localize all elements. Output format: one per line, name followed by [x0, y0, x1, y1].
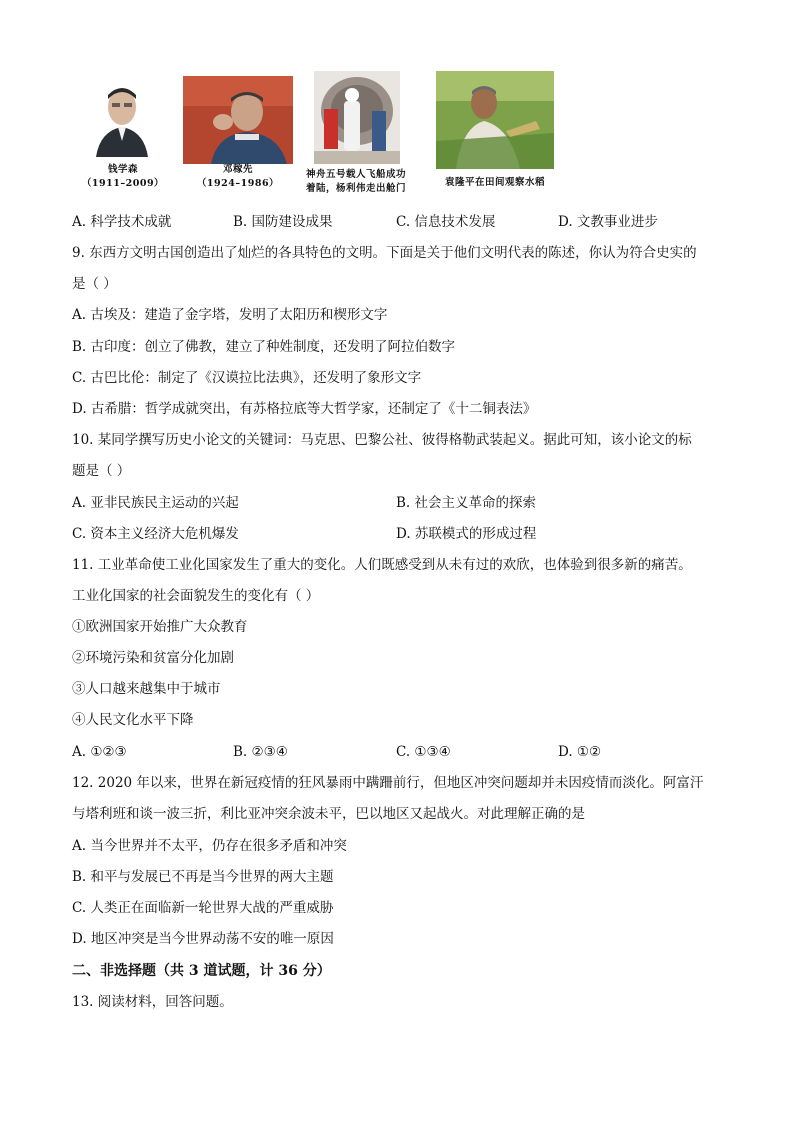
- q10-option-b: B. 社会主义革命的探索: [396, 495, 537, 511]
- q9-option-c: C. 古巴比伦：制定了《汉谟拉比法典》，还发明了象形文字: [72, 370, 422, 386]
- q12-option-b: B. 和平与发展已不再是当今世界的两大主题: [72, 869, 334, 885]
- caption-line: 邓稼先: [222, 164, 253, 175]
- q8-option-c: C. 信息技术发展: [396, 214, 496, 230]
- caption-line: （1911–2009）: [81, 178, 165, 189]
- q10-stem-line-2: 题是（ ）: [72, 463, 131, 479]
- yuan-longping-field-image: [436, 71, 554, 169]
- shenzhou-5-landing-image: [314, 71, 400, 164]
- q9-option-d: D. 古希腊：哲学成就突出，有苏格拉底等大哲学家，还制定了《十二铜表法》: [72, 401, 537, 417]
- q12-stem-line-1: 12. 2020 年以来，世界在新冠疫情的狂风暴雨中蹒跚前行，但地区冲突问题却并未因疫情而淡化。阿富汗: [72, 775, 704, 791]
- q8-option-b: B. 国防建设成果: [233, 214, 333, 230]
- portrait-deng-jiaxian-image: [183, 76, 293, 164]
- q10-option-c: C. 资本主义经济大危机爆发: [72, 526, 239, 542]
- caption-line: 神舟五号载人飞船成功: [305, 169, 406, 180]
- figure-yuan-longping: [432, 70, 558, 195]
- q9-stem-line-1: 9. 东西方文明古国创造出了灿烂的各具特色的文明。下面是关于他们文明代表的陈述，你认为符合史实的: [72, 245, 697, 261]
- q11-option-a: A. ①②③: [72, 744, 127, 760]
- q11-stem-line-1: 11. 工业革命使工业化国家发生了重大的变化。人们既感受到从未有过的欢欣，也体验到很多新的痛苦。: [72, 557, 692, 573]
- caption-line: 钱学森: [107, 164, 138, 175]
- q8-option-a: A. 科学技术成就: [72, 214, 172, 230]
- q12-option-a: A. 当今世界并不太平，仍存在很多矛盾和冲突: [72, 838, 347, 854]
- caption-yuan-longping: [432, 176, 558, 190]
- photo-strip: [0, 0, 794, 200]
- q10-option-a: A. 亚非民族民主运动的兴起: [72, 495, 239, 511]
- section-2-heading: 二、非选择题（共 3 道试题，计 36 分）: [72, 963, 331, 979]
- q11-option-d: D. ①②: [558, 744, 602, 760]
- caption-line: 着陆，杨利伟走出舱门: [305, 183, 406, 194]
- figure-shenzhou-5: [296, 70, 416, 195]
- q11-option-b: B. ②③④: [233, 744, 288, 760]
- q12-option-d: D. 地区冲突是当今世界动荡不安的唯一原因: [72, 931, 334, 947]
- q9-option-a: A. 古埃及：建造了金字塔，发明了太阳历和楔形文字: [72, 307, 388, 323]
- q11-item-3: ③人口越来越集中于城市: [72, 681, 221, 697]
- caption-shenzhou-5: [296, 168, 416, 196]
- q12-option-c: C. 人类正在面临新一轮世界大战的严重威胁: [72, 900, 334, 916]
- q10-option-d: D. 苏联模式的形成过程: [396, 526, 537, 542]
- figure-qian-xuesen: [78, 75, 168, 200]
- q9-stem-line-2: 是（ ）: [72, 276, 117, 292]
- caption-line: （1924–1986）: [196, 178, 280, 189]
- q11-item-4: ④人民文化水平下降: [72, 712, 194, 728]
- q11-item-2: ②环境污染和贫富分化加剧: [72, 650, 234, 666]
- q13-stem: 13. 阅读材料，回答问题。: [72, 994, 233, 1010]
- portrait-qian-xuesen-image: [90, 79, 154, 157]
- q9-option-b: B. 古印度：创立了佛教，建立了种姓制度，还发明了阿拉伯数字: [72, 339, 456, 355]
- caption-qian-xuesen: [78, 163, 168, 191]
- caption-deng-jiaxian: [182, 163, 294, 191]
- q12-stem-line-2: 与塔利班和谈一波三折，利比亚冲突余波未平，巴以地区又起战火。对此理解正确的是: [72, 806, 585, 822]
- q8-option-d: D. 文教事业进步: [558, 214, 658, 230]
- q11-item-1: ①欧洲国家开始推广大众教育: [72, 619, 248, 635]
- caption-line: 袁隆平在田间观察水稻: [444, 177, 545, 188]
- q11-option-c: C. ①③④: [396, 744, 451, 760]
- q11-stem-line-2: 工业化国家的社会面貌发生的变化有（ ）: [72, 588, 320, 604]
- figure-deng-jiaxian: [182, 75, 294, 200]
- q10-stem-line-1: 10. 某同学撰写历史小论文的关键词：马克思、巴黎公社、彼得格勒武装起义。据此可知，该小论文的标: [72, 432, 692, 448]
